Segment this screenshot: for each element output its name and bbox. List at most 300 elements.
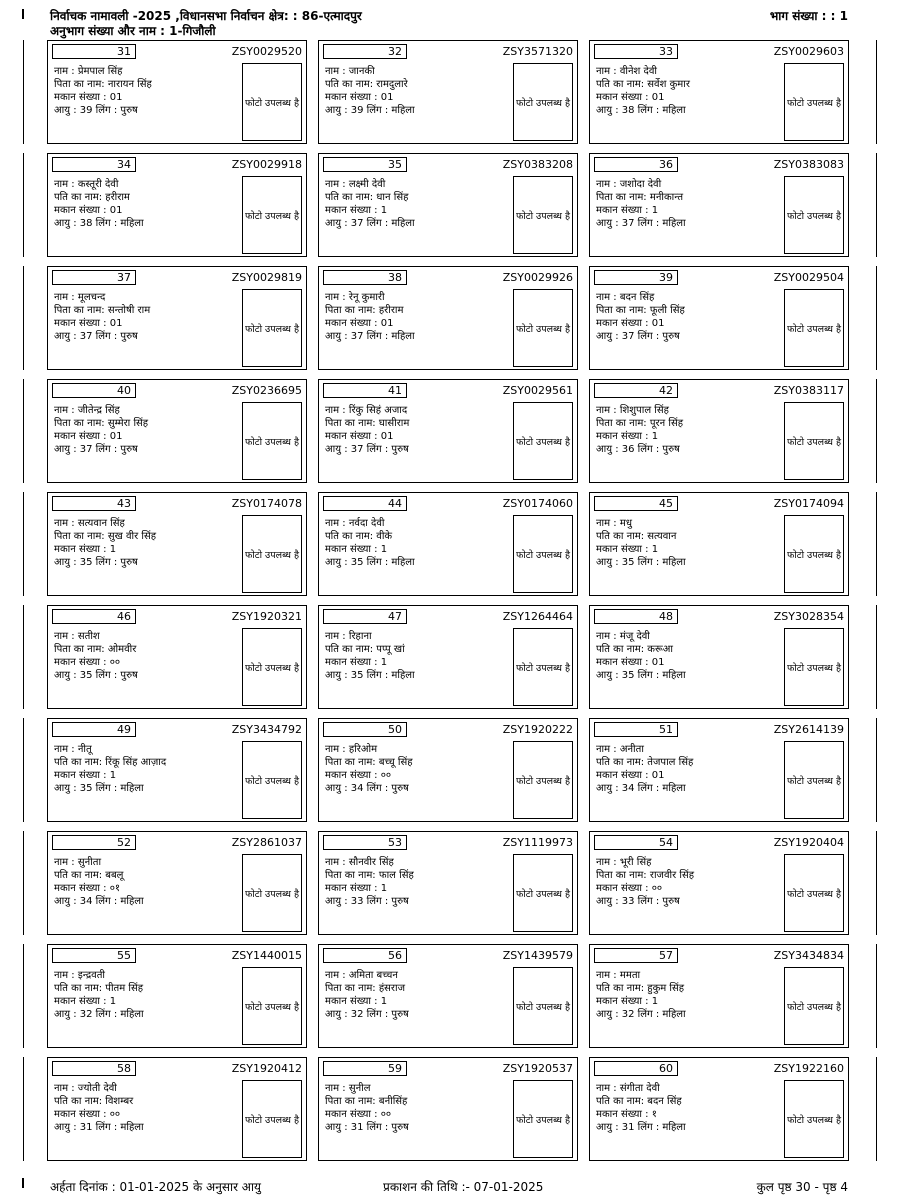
photo-label: फोटो उपलब्ध है [245, 1114, 299, 1126]
house-number: मकान संख्या : 01 [54, 318, 123, 329]
photo-box [242, 289, 302, 367]
age-gender: आयु : 35 लिंग : महिला [596, 670, 686, 681]
voter-card [318, 40, 578, 144]
relation-name: पति का नाम: वीके [325, 531, 393, 542]
voter-card [589, 379, 849, 483]
photo-label: फोटो उपलब्ध है [245, 210, 299, 222]
house-number: मकान संख्या : 1 [54, 770, 117, 781]
voter-card [47, 718, 307, 822]
epic-number: ZSY3434834 [773, 949, 844, 962]
voter-card [589, 944, 849, 1048]
house-number: मकान संख्या : 1 [325, 883, 388, 894]
epic-number: ZSY1440015 [231, 949, 302, 962]
serial-number: 46 [52, 609, 136, 624]
epic-number: ZSY1119973 [502, 836, 573, 849]
photo-label: फोटो उपलब्ध है [516, 436, 570, 448]
relation-name: पति का नाम: हरीराम [54, 192, 130, 203]
age-gender: आयु : 37 लिंग : महिला [596, 218, 686, 229]
voter-card [589, 153, 849, 257]
photo-label: फोटो उपलब्ध है [245, 888, 299, 900]
photo-label: फोटो उपलब्ध है [245, 1001, 299, 1013]
voter-card [589, 40, 849, 144]
age-gender: आयु : 37 लिंग : महिला [325, 218, 415, 229]
relation-name: पति का नाम: हुकुम सिंह [596, 983, 685, 994]
photo-box [242, 63, 302, 141]
voter-name: नाम : सतीश [54, 631, 100, 642]
epic-number: ZSY0029819 [231, 271, 302, 284]
epic-number: ZSY0029603 [773, 45, 844, 58]
relation-name: पिता का नाम: नारायन सिंह [54, 79, 152, 90]
house-number: मकान संख्या : 01 [325, 92, 394, 103]
age-gender: आयु : 33 लिंग : पुरुष [596, 896, 680, 907]
house-number: मकान संख्या : ०० [54, 657, 121, 668]
voter-name: नाम : प्रेमपाल सिंह [54, 66, 123, 77]
age-gender: आयु : 35 लिंग : महिला [54, 783, 144, 794]
age-gender: आयु : 39 लिंग : पुरुष [54, 105, 138, 116]
epic-number: ZSY0236695 [231, 384, 302, 397]
photo-box [513, 176, 573, 254]
voter-details [325, 404, 515, 456]
relation-name: पति का नाम: पीतम सिंह [54, 983, 144, 994]
photo-label: फोटो उपलब्ध है [245, 97, 299, 109]
epic-number: ZSY1264464 [502, 610, 573, 623]
epic-number: ZSY0029520 [231, 45, 302, 58]
photo-label: फोटो उपलब्ध है [787, 323, 841, 335]
row-rule [876, 1057, 877, 1161]
relation-name: पति का नाम: रिंकू सिंह आज़ाद [54, 757, 167, 768]
voter-row [47, 605, 851, 709]
voter-name: नाम : जीतेन्द्र सिंह [54, 405, 120, 416]
row-rule [23, 379, 24, 483]
photo-box [513, 628, 573, 706]
serial-number: 47 [323, 609, 407, 624]
age-gender: आयु : 32 लिंग : पुरुष [325, 1009, 409, 1020]
relation-name: पति का नाम: पप्पू खां [325, 644, 405, 655]
photo-box [784, 289, 844, 367]
page-info: कुल पृष्ठ 30 - पृष्ठ 4 [756, 1180, 848, 1194]
voter-details [54, 630, 244, 682]
photo-box [784, 1080, 844, 1158]
voter-details [54, 291, 244, 343]
relation-name: पति का नाम: रामदुलारे [325, 79, 408, 90]
house-number: मकान संख्या : 1 [325, 657, 388, 668]
serial-number: 40 [52, 383, 136, 398]
photo-box [513, 1080, 573, 1158]
voter-card [318, 266, 578, 370]
voter-name: नाम : वीनेश देवी [596, 66, 657, 77]
photo-label: फोटो उपलब्ध है [787, 775, 841, 787]
serial-number: 56 [323, 948, 407, 963]
voter-details [596, 630, 786, 682]
voter-details [596, 1082, 786, 1134]
voter-details [325, 1082, 515, 1134]
epic-number: ZSY3571320 [502, 45, 573, 58]
age-gender: आयु : 32 लिंग : महिला [54, 1009, 144, 1020]
voter-name: नाम : मंजू देवी [596, 631, 650, 642]
row-rule [23, 831, 24, 935]
row-rule [23, 1057, 24, 1161]
house-number: मकान संख्या : ०० [54, 1109, 121, 1120]
age-gender: आयु : 38 लिंग : महिला [596, 105, 686, 116]
relation-name: पिता का नाम: हंसराज [325, 983, 406, 994]
epic-number: ZSY3434792 [231, 723, 302, 736]
house-number: मकान संख्या : 1 [54, 544, 117, 555]
relation-name: पिता का नाम: फाल सिंह [325, 870, 414, 881]
voter-details [325, 178, 515, 230]
voter-details [596, 291, 786, 343]
voter-card [47, 831, 307, 935]
voter-details [54, 178, 244, 230]
qualifying-date: अर्हता दिनांक : 01-01-2025 के अनुसार आयु [50, 1180, 262, 1194]
photo-box [784, 402, 844, 480]
photo-box [784, 515, 844, 593]
voter-details [596, 178, 786, 230]
voter-details [54, 517, 244, 569]
relation-name: पति का नाम: बदन सिंह [596, 1096, 682, 1107]
photo-box [242, 1080, 302, 1158]
serial-number: 32 [323, 44, 407, 59]
voter-name: नाम : भूरी सिंह [596, 857, 652, 868]
voter-name: नाम : इन्द्रवती [54, 970, 106, 981]
voter-name: नाम : हरिओम [325, 744, 378, 755]
age-gender: आयु : 35 लिंग : महिला [325, 670, 415, 681]
row-rule [23, 492, 24, 596]
voter-name: नाम : नीतू [54, 744, 92, 755]
serial-number: 33 [594, 44, 678, 59]
serial-number: 35 [323, 157, 407, 172]
photo-label: फोटो उपलब्ध है [516, 210, 570, 222]
serial-number: 49 [52, 722, 136, 737]
relation-name: पिता का नाम: बनीसिंह [325, 1096, 408, 1107]
age-gender: आयु : 31 लिंग : महिला [596, 1122, 686, 1133]
photo-label: फोटो उपलब्ध है [787, 888, 841, 900]
epic-number: ZSY0383208 [502, 158, 573, 171]
photo-label: फोटो उपलब्ध है [787, 549, 841, 561]
voter-name: नाम : अमिता बच्चन [325, 970, 398, 981]
epic-number: ZSY0383117 [773, 384, 844, 397]
epic-number: ZSY0029504 [773, 271, 844, 284]
voter-card [47, 944, 307, 1048]
serial-number: 41 [323, 383, 407, 398]
relation-name: पति का नाम: सत्यवान [596, 531, 677, 542]
epic-number: ZSY0174094 [773, 497, 844, 510]
voter-name: नाम : शिशुपाल सिंह [596, 405, 669, 416]
voter-name: नाम : रिंकु सिहं अजाद [325, 405, 408, 416]
relation-name: पिता का नाम: मनीकान्त [596, 192, 684, 203]
relation-name: पति का नाम: बबलू [54, 870, 124, 881]
serial-number: 44 [323, 496, 407, 511]
photo-box [784, 967, 844, 1045]
row-rule [23, 718, 24, 822]
serial-number: 37 [52, 270, 136, 285]
photo-label: फोटो उपलब्ध है [516, 662, 570, 674]
age-gender: आयु : 35 लिंग : महिला [325, 557, 415, 568]
row-rule [23, 153, 24, 257]
house-number: मकान संख्या : 01 [54, 92, 123, 103]
epic-number: ZSY1920412 [231, 1062, 302, 1075]
age-gender: आयु : 39 लिंग : महिला [325, 105, 415, 116]
house-number: मकान संख्या : 1 [596, 996, 659, 1007]
voter-card [318, 831, 578, 935]
photo-label: फोटो उपलब्ध है [787, 1001, 841, 1013]
margin-mark [22, 9, 24, 19]
voter-name: नाम : नर्वदा देवी [325, 518, 385, 529]
row-rule [876, 492, 877, 596]
house-number: मकान संख्या : 01 [596, 318, 665, 329]
voter-name: नाम : सुनील [325, 1083, 371, 1094]
voter-row [47, 492, 851, 596]
voter-card [47, 492, 307, 596]
row-rule [876, 153, 877, 257]
epic-number: ZSY0174060 [502, 497, 573, 510]
epic-number: ZSY1920321 [231, 610, 302, 623]
voter-card [318, 153, 578, 257]
photo-box [513, 402, 573, 480]
house-number: मकान संख्या : 1 [325, 996, 388, 1007]
row-rule [876, 718, 877, 822]
voter-name: नाम : ज्योती देवी [54, 1083, 117, 1094]
voter-card [47, 1057, 307, 1161]
voter-row [47, 944, 851, 1048]
epic-number: ZSY1920537 [502, 1062, 573, 1075]
photo-label: फोटो उपलब्ध है [245, 323, 299, 335]
photo-label: फोटो उपलब्ध है [516, 97, 570, 109]
age-gender: आयु : 38 लिंग : महिला [54, 218, 144, 229]
photo-box [242, 628, 302, 706]
photo-label: फोटो उपलब्ध है [787, 1114, 841, 1126]
age-gender: आयु : 35 लिंग : महिला [596, 557, 686, 568]
voter-name: नाम : लक्ष्मी देवी [325, 179, 386, 190]
age-gender: आयु : 37 लिंग : पुरुष [54, 331, 138, 342]
photo-label: फोटो उपलब्ध है [516, 888, 570, 900]
voter-details [596, 969, 786, 1021]
serial-number: 60 [594, 1061, 678, 1076]
age-gender: आयु : 31 लिंग : महिला [54, 1122, 144, 1133]
age-gender: आयु : 31 लिंग : पुरुष [325, 1122, 409, 1133]
row-rule [876, 944, 877, 1048]
house-number: मकान संख्या : ०० [325, 1109, 392, 1120]
house-number: मकान संख्या : 01 [54, 431, 123, 442]
serial-number: 59 [323, 1061, 407, 1076]
epic-number: ZSY3028354 [773, 610, 844, 623]
relation-name: पिता का नाम: सन्तोषी राम [54, 305, 151, 316]
epic-number: ZSY2614139 [773, 723, 844, 736]
photo-label: फोटो उपलब्ध है [245, 436, 299, 448]
voter-name: नाम : बदन सिंह [596, 292, 655, 303]
voter-name: नाम : मूलचन्द [54, 292, 106, 303]
photo-box [513, 854, 573, 932]
voter-row [47, 266, 851, 370]
house-number: मकान संख्या : 01 [596, 92, 665, 103]
row-rule [23, 266, 24, 370]
voter-card [589, 492, 849, 596]
epic-number: ZSY1439579 [502, 949, 573, 962]
house-number: मकान संख्या : 01 [596, 657, 665, 668]
voter-row [47, 379, 851, 483]
age-gender: आयु : 34 लिंग : महिला [54, 896, 144, 907]
relation-name: पति का नाम: धान सिंह [325, 192, 409, 203]
relation-name: पति का नाम: तेजपाल सिंह [596, 757, 694, 768]
age-gender: आयु : 35 लिंग : पुरुष [54, 670, 138, 681]
photo-box [513, 515, 573, 593]
age-gender: आयु : 34 लिंग : महिला [596, 783, 686, 794]
voter-grid [47, 40, 851, 1136]
voter-name: नाम : रेनू कुमारी [325, 292, 385, 303]
voter-card [589, 718, 849, 822]
voter-details [325, 969, 515, 1021]
serial-number: 58 [52, 1061, 136, 1076]
serial-number: 53 [323, 835, 407, 850]
serial-number: 34 [52, 157, 136, 172]
photo-box [784, 63, 844, 141]
voter-name: नाम : कस्तूरी देवी [54, 179, 119, 190]
voter-details [596, 743, 786, 795]
serial-number: 54 [594, 835, 678, 850]
house-number: मकान संख्या : ०० [325, 770, 392, 781]
voter-details [596, 856, 786, 908]
voter-details [325, 856, 515, 908]
house-number: मकान संख्या : 01 [54, 205, 123, 216]
epic-number: ZSY0029918 [231, 158, 302, 171]
serial-number: 38 [323, 270, 407, 285]
photo-label: फोटो उपलब्ध है [516, 549, 570, 561]
relation-name: पति का नाम: विशम्बर [54, 1096, 134, 1107]
photo-label: फोटो उपलब्ध है [245, 775, 299, 787]
voter-card [318, 605, 578, 709]
voter-details [54, 65, 244, 117]
serial-number: 48 [594, 609, 678, 624]
voter-row [47, 718, 851, 822]
row-rule [876, 605, 877, 709]
row-rule [23, 605, 24, 709]
house-number: मकान संख्या : 01 [325, 318, 394, 329]
epic-number: ZSY0029561 [502, 384, 573, 397]
serial-number: 50 [323, 722, 407, 737]
voter-card [589, 266, 849, 370]
epic-number: ZSY0029926 [502, 271, 573, 284]
photo-label: फोटो उपलब्ध है [516, 1114, 570, 1126]
voter-card [47, 40, 307, 144]
voter-card [47, 153, 307, 257]
section-name: अनुभाग संख्या और नाम : 1-गिजौली [50, 24, 216, 38]
voter-details [54, 1082, 244, 1134]
photo-label: फोटो उपलब्ध है [787, 662, 841, 674]
epic-number: ZSY1920404 [773, 836, 844, 849]
photo-box [242, 967, 302, 1045]
voter-name: नाम : सत्यवान सिंह [54, 518, 125, 529]
photo-box [784, 628, 844, 706]
photo-label: फोटो उपलब्ध है [787, 436, 841, 448]
serial-number: 45 [594, 496, 678, 511]
relation-name: पिता का नाम: घासीराम [325, 418, 410, 429]
voter-row [47, 40, 851, 144]
serial-number: 36 [594, 157, 678, 172]
voter-card [47, 266, 307, 370]
voter-name: नाम : मधु [596, 518, 632, 529]
house-number: मकान संख्या : 1 [596, 205, 659, 216]
voter-details [596, 517, 786, 569]
relation-name: पिता का नाम: बच्चू सिंह [325, 757, 413, 768]
age-gender: आयु : 34 लिंग : पुरुष [325, 783, 409, 794]
house-number: मकान संख्या : 1 [325, 205, 388, 216]
relation-name: पिता का नाम: सुम्मेरा सिंह [54, 418, 149, 429]
voter-row [47, 1057, 851, 1161]
serial-number: 57 [594, 948, 678, 963]
age-gender: आयु : 37 लिंग : महिला [325, 331, 415, 342]
epic-number: ZSY0383083 [773, 158, 844, 171]
voter-details [54, 743, 244, 795]
voter-card [47, 605, 307, 709]
serial-number: 55 [52, 948, 136, 963]
photo-label: फोटो उपलब्ध है [787, 97, 841, 109]
voter-details [54, 404, 244, 456]
house-number: मकान संख्या : ०० [596, 883, 663, 894]
publication-date: प्रकाशन की तिथि :- 07-01-2025 [383, 1180, 544, 1194]
house-number: मकान संख्या : 1 [325, 544, 388, 555]
photo-label: फोटो उपलब्ध है [516, 323, 570, 335]
photo-box [784, 741, 844, 819]
photo-box [242, 402, 302, 480]
photo-label: फोटो उपलब्ध है [516, 1001, 570, 1013]
relation-name: पिता का नाम: पूरन सिंह [596, 418, 684, 429]
epic-number: ZSY2861037 [231, 836, 302, 849]
photo-label: फोटो उपलब्ध है [787, 210, 841, 222]
age-gender: आयु : 33 लिंग : पुरुष [325, 896, 409, 907]
serial-number: 51 [594, 722, 678, 737]
epic-number: ZSY0174078 [231, 497, 302, 510]
voter-details [596, 404, 786, 456]
house-number: मकान संख्या : १ [596, 1109, 657, 1120]
voter-card [589, 831, 849, 935]
relation-name: पति का नाम: करूआ [596, 644, 673, 655]
serial-number: 52 [52, 835, 136, 850]
voter-row [47, 153, 851, 257]
house-number: मकान संख्या : 01 [325, 431, 394, 442]
voter-name: नाम : जानकी [325, 66, 375, 77]
voter-details [325, 630, 515, 682]
serial-number: 43 [52, 496, 136, 511]
relation-name: पति का नाम: सर्वेश कुमार [596, 79, 690, 90]
photo-label: फोटो उपलब्ध है [245, 662, 299, 674]
serial-number: 31 [52, 44, 136, 59]
voter-name: नाम : जशोदा देवी [596, 179, 662, 190]
voter-card [318, 492, 578, 596]
photo-box [242, 741, 302, 819]
relation-name: पिता का नाम: हरीराम [325, 305, 404, 316]
part-number: भाग संख्या : : 1 [769, 9, 848, 23]
photo-box [784, 176, 844, 254]
voter-card [589, 1057, 849, 1161]
voter-card [318, 379, 578, 483]
relation-name: पिता का नाम: फूली सिंह [596, 305, 685, 316]
epic-number: ZSY1922160 [773, 1062, 844, 1075]
age-gender: आयु : 35 लिंग : पुरुष [54, 557, 138, 568]
voter-name: नाम : सुनीता [54, 857, 102, 868]
photo-label: फोटो उपलब्ध है [516, 775, 570, 787]
photo-box [242, 515, 302, 593]
photo-box [242, 854, 302, 932]
voter-details [54, 969, 244, 1021]
photo-label: फोटो उपलब्ध है [245, 549, 299, 561]
house-number: मकान संख्या : 1 [596, 544, 659, 555]
serial-number: 39 [594, 270, 678, 285]
voter-card [318, 718, 578, 822]
voter-details [596, 65, 786, 117]
age-gender: आयु : 37 लिंग : पुरुष [325, 444, 409, 455]
voter-card [318, 1057, 578, 1161]
house-number: मकान संख्या : 1 [596, 431, 659, 442]
row-rule [876, 40, 877, 144]
